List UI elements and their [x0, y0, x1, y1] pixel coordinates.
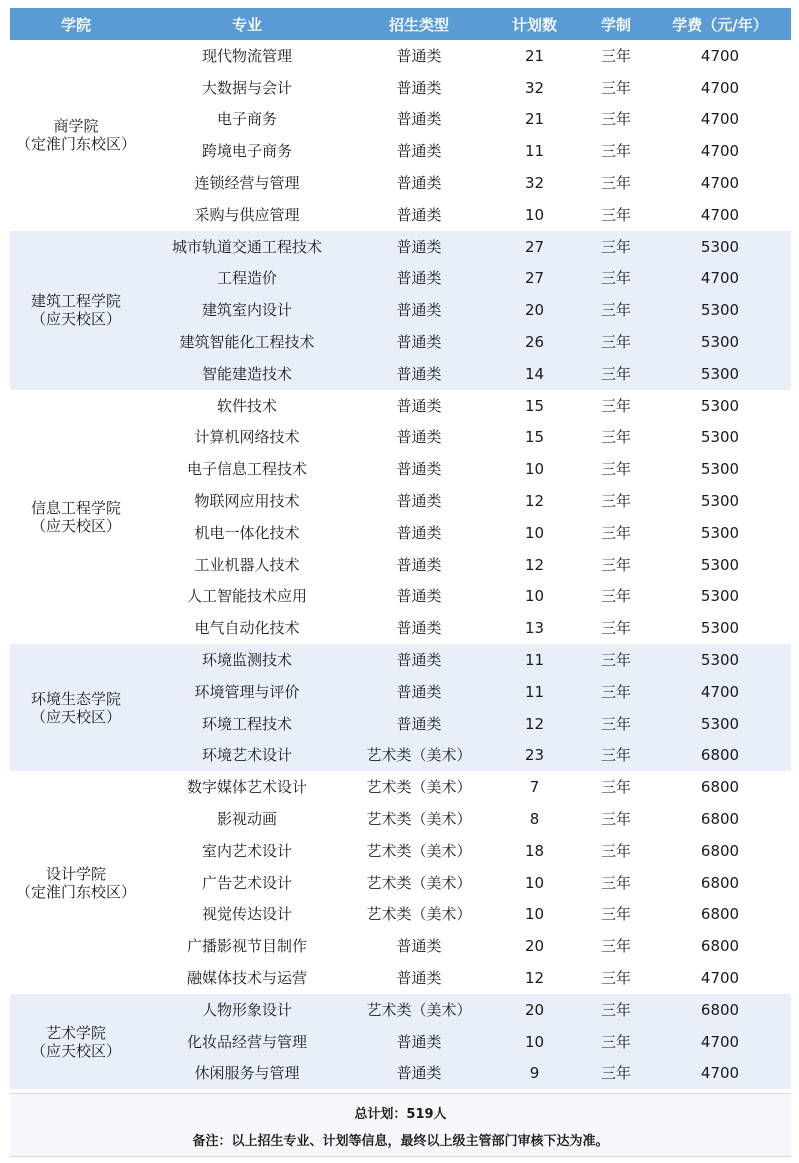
major-cell: 采购与供应管理: [142, 199, 352, 231]
major-cell: 化妆品经营与管理: [142, 1026, 352, 1058]
college-cell: [10, 40, 142, 231]
tuition-cell: 4700: [649, 962, 791, 994]
major-cell: 机电一体化技术: [142, 517, 352, 549]
plan-count-cell: 7: [486, 771, 583, 803]
major-cell: 物联网应用技术: [142, 485, 352, 517]
admission-type-cell: 艺术类（美术）: [352, 994, 486, 1026]
admission-type-cell: 普通类: [352, 231, 486, 263]
admission-type-cell: 艺术类（美术）: [352, 867, 486, 899]
tuition-cell: 4700: [649, 135, 791, 167]
plan-count-cell: 20: [486, 930, 583, 962]
admission-type-cell: 普通类: [352, 962, 486, 994]
major-cell: 大数据与会计: [142, 72, 352, 104]
plan-count-cell: 13: [486, 612, 583, 644]
admission-type-cell: 普通类: [352, 294, 486, 326]
table-row: [10, 994, 791, 1026]
plan-count-cell: 10: [486, 581, 583, 613]
admission-type-cell: 普通类: [352, 390, 486, 422]
plan-count-cell: 18: [486, 835, 583, 867]
plan-count-cell: 11: [486, 676, 583, 708]
major-cell: 休闲服务与管理: [142, 1058, 352, 1090]
major-cell: 室内艺术设计: [142, 835, 352, 867]
tuition-cell: 6800: [649, 803, 791, 835]
duration-cell: 三年: [583, 612, 649, 644]
table-body: [10, 40, 791, 1089]
duration-cell: 三年: [583, 517, 649, 549]
duration-cell: 三年: [583, 899, 649, 931]
tuition-cell: 5300: [649, 612, 791, 644]
tuition-cell: 6800: [649, 930, 791, 962]
admission-type-cell: 艺术类（美术）: [352, 803, 486, 835]
admission-type-cell: 普通类: [352, 135, 486, 167]
duration-cell: 三年: [583, 231, 649, 263]
plan-count-cell: 23: [486, 740, 583, 772]
duration-cell: 三年: [583, 485, 649, 517]
header-tuition: 学费（元/年）: [649, 8, 791, 40]
duration-cell: 三年: [583, 135, 649, 167]
plan-count-cell: 15: [486, 390, 583, 422]
admission-type-cell: 艺术类（美术）: [352, 835, 486, 867]
admission-type-cell: 普通类: [352, 549, 486, 581]
tuition-cell: 4700: [649, 199, 791, 231]
admission-type-cell: 普通类: [352, 581, 486, 613]
plan-count-cell: 10: [486, 517, 583, 549]
college-name: 商学院: [53, 117, 99, 136]
plan-count-cell: 8: [486, 803, 583, 835]
tuition-cell: 4700: [649, 104, 791, 136]
tuition-cell: 5300: [649, 231, 791, 263]
major-cell: 建筑室内设计: [142, 294, 352, 326]
duration-cell: 三年: [583, 422, 649, 454]
major-cell: 电子商务: [142, 104, 352, 136]
college-cell: [10, 644, 142, 771]
table-row: [10, 231, 791, 263]
admission-type-cell: 普通类: [352, 1058, 486, 1090]
plan-count-cell: 32: [486, 167, 583, 199]
major-cell: 电子信息工程技术: [142, 453, 352, 485]
duration-cell: 三年: [583, 167, 649, 199]
college-campus: （应天校区）: [30, 310, 121, 329]
tuition-cell: 4700: [649, 167, 791, 199]
plan-count-cell: 20: [486, 994, 583, 1026]
major-cell: 软件技术: [142, 390, 352, 422]
admission-type-cell: 普通类: [352, 517, 486, 549]
duration-cell: 三年: [583, 72, 649, 104]
enrollment-plan-table: [10, 8, 791, 1089]
admission-type-cell: 普通类: [352, 612, 486, 644]
tuition-cell: 4700: [649, 40, 791, 72]
footer-notes: [10, 1093, 791, 1157]
plan-count-cell: 9: [486, 1058, 583, 1090]
tuition-cell: 6800: [649, 740, 791, 772]
tuition-cell: 5300: [649, 453, 791, 485]
major-cell: 人物形象设计: [142, 994, 352, 1026]
duration-cell: 三年: [583, 930, 649, 962]
college-cell: [10, 231, 142, 390]
admission-type-cell: 普通类: [352, 40, 486, 72]
admission-type-cell: 普通类: [352, 485, 486, 517]
header-college: 学院: [10, 8, 142, 40]
header-plan-count: 计划数: [486, 8, 583, 40]
tuition-cell: 5300: [649, 708, 791, 740]
tuition-cell: 5300: [649, 326, 791, 358]
duration-cell: 三年: [583, 1058, 649, 1090]
major-cell: 环境艺术设计: [142, 740, 352, 772]
tuition-cell: 6800: [649, 835, 791, 867]
admission-type-cell: 普通类: [352, 263, 486, 295]
major-cell: 数字媒体艺术设计: [142, 771, 352, 803]
plan-count-cell: 12: [486, 708, 583, 740]
admission-type-cell: 普通类: [352, 676, 486, 708]
tuition-cell: 5300: [649, 485, 791, 517]
major-cell: 跨境电子商务: [142, 135, 352, 167]
duration-cell: 三年: [583, 708, 649, 740]
duration-cell: 三年: [583, 835, 649, 867]
tuition-cell: 5300: [649, 581, 791, 613]
plan-count-cell: 21: [486, 104, 583, 136]
college-name: 信息工程学院: [30, 498, 121, 517]
duration-cell: 三年: [583, 676, 649, 708]
plan-count-cell: 10: [486, 1026, 583, 1058]
plan-count-cell: 27: [486, 263, 583, 295]
admission-type-cell: 普通类: [352, 708, 486, 740]
college-campus: （应天校区）: [30, 707, 121, 726]
tuition-cell: 6800: [649, 867, 791, 899]
table-row: [10, 390, 791, 422]
major-cell: 环境监测技术: [142, 644, 352, 676]
plan-count-cell: 14: [486, 358, 583, 390]
plan-count-cell: 10: [486, 899, 583, 931]
duration-cell: 三年: [583, 1026, 649, 1058]
major-cell: 智能建造技术: [142, 358, 352, 390]
plan-count-cell: 10: [486, 453, 583, 485]
duration-cell: 三年: [583, 803, 649, 835]
major-cell: 广播影视节目制作: [142, 930, 352, 962]
plan-count-cell: 12: [486, 485, 583, 517]
admission-type-cell: 普通类: [352, 453, 486, 485]
major-cell: 融媒体技术与运营: [142, 962, 352, 994]
major-cell: 建筑智能化工程技术: [142, 326, 352, 358]
major-cell: 人工智能技术应用: [142, 581, 352, 613]
plan-count-cell: 26: [486, 326, 583, 358]
tuition-cell: 4700: [649, 1058, 791, 1090]
header-major: 专业: [142, 8, 352, 40]
major-cell: 工业机器人技术: [142, 549, 352, 581]
tuition-cell: 5300: [649, 390, 791, 422]
major-cell: 广告艺术设计: [142, 867, 352, 899]
college-name: 建筑工程学院: [30, 292, 121, 311]
tuition-cell: 5300: [649, 294, 791, 326]
table-row: [10, 644, 791, 676]
admission-type-cell: 艺术类（美术）: [352, 899, 486, 931]
duration-cell: 三年: [583, 263, 649, 295]
admission-type-cell: 艺术类（美术）: [352, 771, 486, 803]
college-campus: （应天校区）: [30, 516, 121, 535]
major-cell: 城市轨道交通工程技术: [142, 231, 352, 263]
duration-cell: 三年: [583, 644, 649, 676]
duration-cell: 三年: [583, 453, 649, 485]
plan-count-cell: 32: [486, 72, 583, 104]
duration-cell: 三年: [583, 390, 649, 422]
major-cell: 现代物流管理: [142, 40, 352, 72]
admission-type-cell: 普通类: [352, 199, 486, 231]
admission-type-cell: 普通类: [352, 930, 486, 962]
duration-cell: 三年: [583, 867, 649, 899]
plan-count-cell: 15: [486, 422, 583, 454]
admission-type-cell: 普通类: [352, 1026, 486, 1058]
tuition-cell: 6800: [649, 771, 791, 803]
college-campus: （定淮门东校区）: [15, 882, 136, 901]
duration-cell: 三年: [583, 994, 649, 1026]
tuition-cell: 5300: [649, 422, 791, 454]
tuition-cell: 4700: [649, 1026, 791, 1058]
admission-type-cell: 普通类: [352, 72, 486, 104]
major-cell: 电气自动化技术: [142, 612, 352, 644]
tuition-cell: 6800: [649, 994, 791, 1026]
duration-cell: 三年: [583, 771, 649, 803]
major-cell: 环境工程技术: [142, 708, 352, 740]
header-admission-type: 招生类型: [352, 8, 486, 40]
tuition-cell: 6800: [649, 899, 791, 931]
college-name: 艺术学院: [45, 1023, 106, 1042]
admission-type-cell: 普通类: [352, 167, 486, 199]
duration-cell: 三年: [583, 294, 649, 326]
duration-cell: 三年: [583, 199, 649, 231]
tuition-cell: 4700: [649, 72, 791, 104]
college-campus: （应天校区）: [30, 1041, 121, 1060]
plan-count-cell: 10: [486, 867, 583, 899]
admission-type-cell: 普通类: [352, 104, 486, 136]
plan-count-cell: 27: [486, 231, 583, 263]
tuition-cell: 4700: [649, 263, 791, 295]
remark: 备注：以上招生专业、计划等信息，最终以上级主管部门审核下达为准。: [192, 1134, 609, 1149]
plan-count-cell: 12: [486, 549, 583, 581]
admission-type-cell: 普通类: [352, 358, 486, 390]
duration-cell: 三年: [583, 40, 649, 72]
header-duration: 学制: [583, 8, 649, 40]
header-row: [10, 8, 791, 40]
total-plan: 总计划：519人: [354, 1107, 447, 1122]
duration-cell: 三年: [583, 549, 649, 581]
table-row: [10, 40, 791, 72]
plan-count-cell: 20: [486, 294, 583, 326]
admission-type-cell: 普通类: [352, 422, 486, 454]
admission-type-cell: 普通类: [352, 644, 486, 676]
plan-count-cell: 11: [486, 135, 583, 167]
duration-cell: 三年: [583, 740, 649, 772]
plan-count-cell: 11: [486, 644, 583, 676]
tuition-cell: 5300: [649, 549, 791, 581]
plan-count-cell: 12: [486, 962, 583, 994]
table-row: [10, 771, 791, 803]
tuition-cell: 5300: [649, 517, 791, 549]
major-cell: 影视动画: [142, 803, 352, 835]
duration-cell: 三年: [583, 358, 649, 390]
college-cell: [10, 771, 142, 994]
tuition-cell: 4700: [649, 676, 791, 708]
plan-count-cell: 10: [486, 199, 583, 231]
tuition-cell: 5300: [649, 644, 791, 676]
college-name: 环境生态学院: [30, 689, 121, 708]
major-cell: 计算机网络技术: [142, 422, 352, 454]
duration-cell: 三年: [583, 104, 649, 136]
college-cell: [10, 994, 142, 1089]
plan-count-cell: 21: [486, 40, 583, 72]
college-cell: [10, 390, 142, 644]
duration-cell: 三年: [583, 326, 649, 358]
tuition-cell: 5300: [649, 358, 791, 390]
duration-cell: 三年: [583, 581, 649, 613]
admission-type-cell: 普通类: [352, 326, 486, 358]
major-cell: 工程造价: [142, 263, 352, 295]
college-name: 设计学院: [45, 864, 106, 883]
major-cell: 视觉传达设计: [142, 899, 352, 931]
college-campus: （定淮门东校区）: [15, 135, 136, 154]
duration-cell: 三年: [583, 962, 649, 994]
major-cell: 环境管理与评价: [142, 676, 352, 708]
admission-type-cell: 艺术类（美术）: [352, 740, 486, 772]
major-cell: 连锁经营与管理: [142, 167, 352, 199]
